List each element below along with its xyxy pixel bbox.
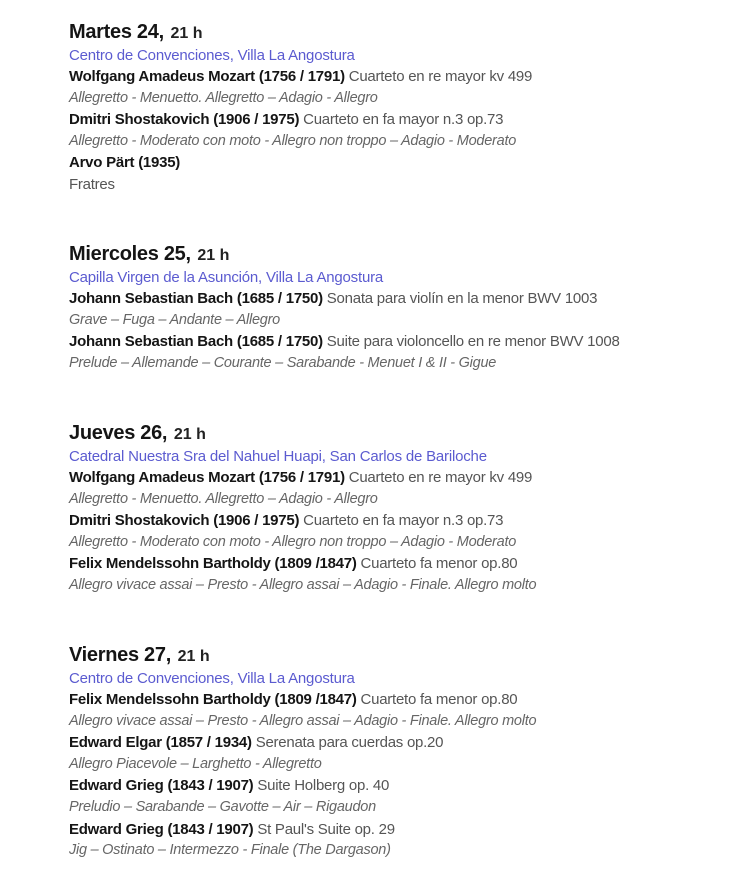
composer: Wolfgang Amadeus Mozart (1756 / 1791) [69, 68, 345, 85]
day-block-miercoles [69, 239, 709, 374]
piece-line [69, 467, 709, 489]
movements: Grave – Fuga – Andante – Allegro [69, 311, 280, 328]
piece-line [69, 66, 709, 88]
piece-line [69, 288, 709, 310]
day-heading [69, 239, 709, 267]
piece-line [69, 775, 709, 797]
composer: Dmitri Shostakovich (1906 / 1975) [69, 512, 300, 530]
day-name: Miercoles 25, [69, 243, 191, 265]
day-time: 21 h [177, 648, 210, 665]
work-title: Serenata para cuerdas op.20 [255, 734, 444, 752]
piece-line [69, 819, 709, 841]
day-name: Martes 24, [69, 21, 164, 43]
composer: Arvo Pärt (1935) [69, 154, 181, 172]
piece-line [69, 732, 709, 754]
movements: Allegretto - Moderato con moto - Allegro non troppo – Adagio - Moderato [69, 533, 517, 550]
movements: Allegro Piacevole – Larghetto - Allegretto [69, 755, 322, 772]
movements: Allegretto - Moderato con moto - Allegro non troppo – Adagio - Moderato [69, 132, 517, 149]
movements: Allegretto - Menuetto. Allegretto – Adagio - Allegro [69, 89, 378, 106]
piece-line [69, 553, 709, 575]
work-title: Suite Holberg op. 40 [257, 777, 390, 795]
composer: Edward Grieg (1843 / 1907) [69, 820, 254, 838]
movements: Allegretto - Menuetto. Allegretto – Adagio - Allegro [69, 490, 378, 507]
day-name: Jueves 26, [69, 422, 168, 444]
movements: Allegro vivace assai – Presto - Allegro assai – Adagio - Finale. Allegro molto [69, 712, 537, 729]
venue: Catedral Nuestra Sra del Nahuel Huapi, San Carlos de Bariloche [69, 448, 487, 465]
day-time: 21 h [173, 426, 206, 443]
movements: Allegro vivace assai – Presto - Allegro assai – Adagio - Finale. Allegro molto [69, 576, 537, 593]
work-title: Sonata para violín en la menor BWV 1003 [326, 290, 598, 307]
composer: Felix Mendelssohn Bartholdy (1809 /1847) [69, 691, 357, 708]
composer: Felix Mendelssohn Bartholdy (1809 /1847) [69, 555, 357, 573]
piece-line [69, 510, 709, 532]
work-title: Cuarteto en fa mayor n.3 op.73 [303, 512, 504, 530]
day-name: Viernes 27, [69, 644, 171, 666]
composer: Edward Elgar (1857 / 1934) [69, 734, 252, 752]
day-time: 21 h [170, 25, 203, 42]
work-title: Cuarteto en fa mayor n.3 op.73 [303, 111, 504, 129]
piece-line [69, 331, 709, 353]
movements: Jig – Ostinato – Intermezzo - Finale (The Dargason) [69, 842, 391, 859]
work-title: Cuarteto fa menor op.80 [360, 691, 518, 708]
composer: Wolfgang Amadeus Mozart (1756 / 1791) [69, 469, 345, 486]
work-title: St Paul's Suite op. 29 [257, 820, 395, 838]
movements: Preludio – Sarabande – Gavotte – Air – Rigaudon [69, 798, 376, 815]
composer: Johann Sebastian Bach (1685 / 1750) [69, 333, 323, 351]
work-title: Fratres [69, 175, 115, 193]
day-heading [69, 640, 709, 668]
day-time: 21 h [197, 247, 230, 264]
day-block-viernes [69, 640, 709, 862]
movements: Prelude – Allemande – Courante – Sarabande - Menuet I & II - Gigue [69, 354, 497, 371]
day-block-jueves [69, 418, 709, 597]
day-heading [69, 17, 709, 45]
work-title: Suite para violoncello en re menor BWV 1008 [326, 333, 620, 351]
day-block-martes [69, 17, 709, 196]
venue: Centro de Convenciones, Villa La Angostura [69, 47, 355, 64]
work-title: Cuarteto fa menor op.80 [360, 555, 518, 573]
work-title: Cuarteto en re mayor kv 499 [348, 68, 533, 85]
piece-line [69, 109, 709, 131]
composer: Edward Grieg (1843 / 1907) [69, 777, 254, 795]
work-title: Cuarteto en re mayor kv 499 [348, 469, 533, 486]
composer: Johann Sebastian Bach (1685 / 1750) [69, 290, 323, 307]
piece-line [69, 689, 709, 711]
venue: Capilla Virgen de la Asunción, Villa La Angostura [69, 269, 384, 286]
venue: Centro de Convenciones, Villa La Angostura [69, 670, 355, 687]
day-heading [69, 418, 709, 446]
composer: Dmitri Shostakovich (1906 / 1975) [69, 111, 300, 129]
